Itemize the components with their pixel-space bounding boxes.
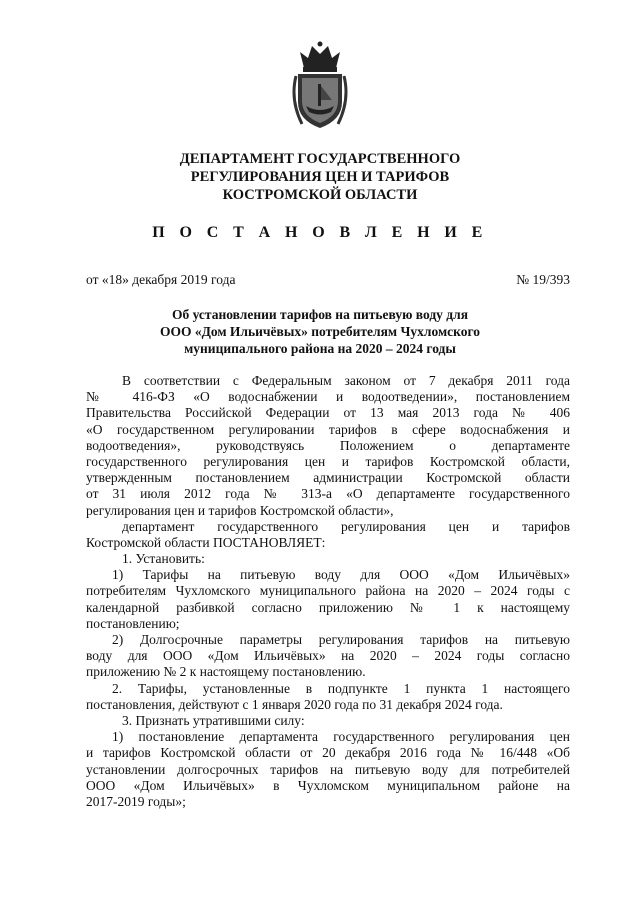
body-line: В соответствии с Федеральным законом от 7 декабря 2011 года: [122, 373, 570, 388]
body-line: постановлению;: [86, 615, 180, 631]
body-line: ООО «Дом Ильичёвых» в Чухломском муниципальном районе на: [86, 777, 570, 793]
document-subject: [80, 306, 560, 357]
body-line: 1. Установить:: [122, 551, 205, 567]
department-name: [0, 150, 640, 204]
subject-line: Об установлении тарифов на питьевую воду для: [171, 307, 469, 322]
body-line: приложению № 2 к настоящему постановлению.: [86, 664, 366, 680]
body-line: «О государственном регулировании тарифов в сфере водоснабжения и: [86, 421, 570, 437]
department-line: РЕГУЛИРОВАНИЯ ЦЕН И ТАРИФОВ: [190, 169, 450, 185]
body-line: и тарифов Костромской области от 20 декабря 2016 года № 16/448 «Об: [86, 745, 570, 761]
body-line: 1) Тарифы на питьевую воду для ООО «Дом Ильичёвых»: [112, 567, 570, 583]
body-line: № 416-ФЗ «О водоснабжении и водоотведении», постановлением: [86, 389, 570, 405]
subject-line: ООО «Дом Ильичёвых» потребителям Чухломского: [159, 324, 481, 339]
body-line: Костромской области ПОСТАНОВЛЯЕТ:: [86, 534, 326, 550]
body-line: потребителям Чухломского муниципального района на 2020 – 2024 годы с: [86, 583, 570, 599]
body-line: календарной разбивкой согласно приложению № 1 к настоящему: [86, 599, 570, 615]
body-line: воду для ООО «Дом Ильичёвых» на 2020 – 2024 годы согласно: [86, 648, 570, 664]
body-line: регулирования цен и тарифов Костромской области»,: [86, 502, 394, 518]
body-line: водоотведения», руководствуясь Положением о департаменте: [86, 437, 570, 453]
body-line: Правительства Российской Федерации от 13 мая 2013 года № 406: [86, 405, 570, 421]
body-line: 2. Тарифы, установленные в подпункте 1 пункта 1 настоящего: [112, 680, 570, 696]
document-number: № 19/393: [516, 272, 570, 287]
body-line: 2017-2019 годы»;: [86, 793, 186, 809]
body-line: постановления, действуют с 1 января 2020 года по 31 декабря 2024 года.: [86, 696, 503, 712]
document-type-title: П О С Т А Н О В Л Е Н И Е: [152, 224, 488, 241]
document-date: от «18» декабря 2019 года: [86, 272, 236, 287]
body-line: 1) постановление департамента государственного регулирования цен: [112, 729, 570, 745]
body-line: утвержденным постановлением администрации Костромской области: [86, 470, 570, 486]
body-line: от 31 июля 2012 года № 313-а «О департаменте государственного: [86, 486, 570, 502]
department-line: ДЕПАРТАМЕНТ ГОСУДАРСТВЕННОГО: [179, 151, 461, 167]
coat-of-arms-icon: [290, 40, 350, 132]
body-line: департамент государственного регулирования цен и тарифов: [122, 518, 570, 534]
body-line: 2) Долгосрочные параметры регулирования тарифов на питьевую: [112, 632, 570, 647]
body-line: 3. Признать утратившими силу:: [122, 712, 305, 728]
document-body: [86, 373, 570, 810]
body-line: установлении долгосрочных тарифов на питьевую воду для потребителей: [86, 761, 570, 777]
department-line: КОСТРОМСКОЙ ОБЛАСТИ: [222, 187, 418, 203]
subject-line: муниципального района на 2020 – 2024 годы: [184, 341, 456, 356]
body-line: государственного регулирования цен и тарифов Костромской области,: [86, 453, 570, 469]
